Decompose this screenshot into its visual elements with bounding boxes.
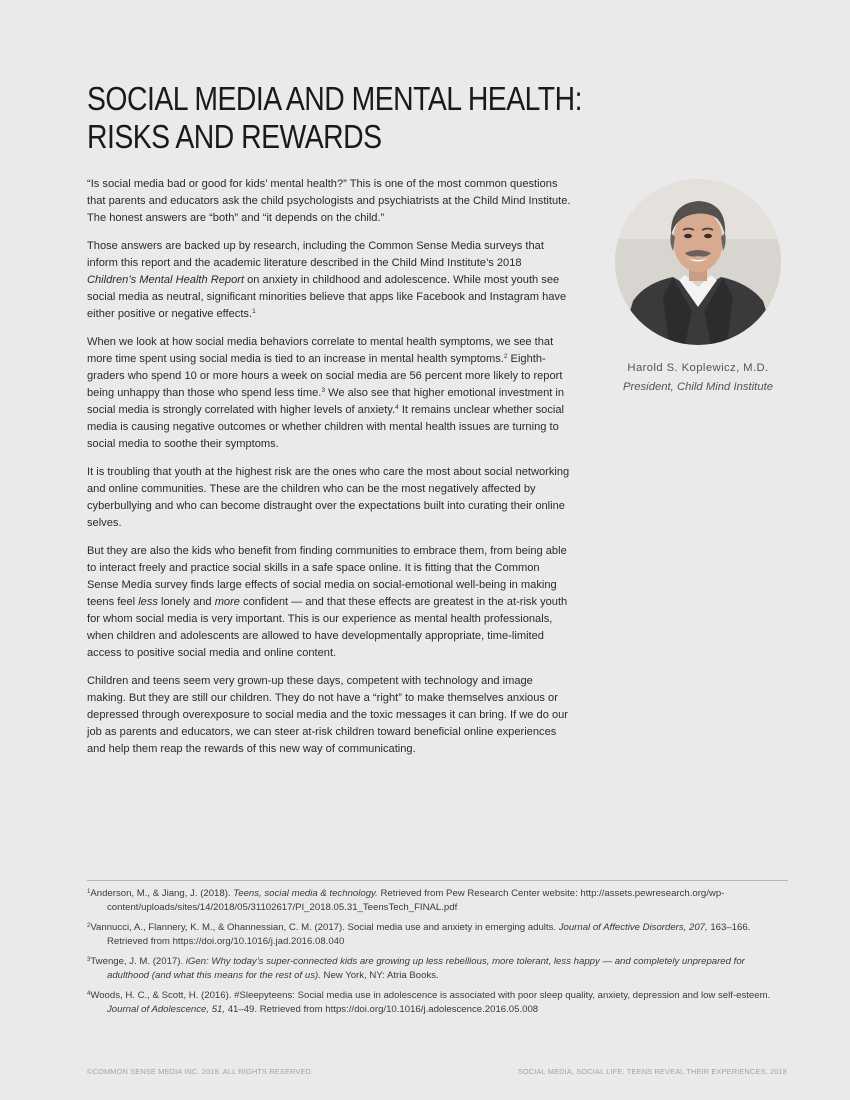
footnote-divider bbox=[87, 880, 788, 881]
paragraph-6: Children and teens seem very grown-up these days, competent with technology and image making. But they are still our children. They do not have a “right” to make themselves anxious or depressed through overexposure to social media and the toxic messages it can bring. If we do our job as parents and educators, we can steer at-risk children toward beneficial online experiences and help them reap the rewards of this new way of communicating. bbox=[87, 675, 569, 755]
footnotes bbox=[87, 887, 787, 1023]
footnote-italic: Journal of Adolescence, 51, bbox=[107, 1004, 226, 1015]
paragraph-5-text-a: But they are also the kids who benefit from finding communities to embrace them, from being able to interact freely and practice social skills in a safe space online. It is fitting that the Common Sense Media survey finds large effects of social media on social-emotional well-being in making teens feel bbox=[87, 545, 567, 608]
footnote-text: Vannucci, A., Flannery, K. M., & Ohannessian, C. M. (2017). Social media use and anxiety in emerging adults. bbox=[90, 922, 559, 933]
paragraph-4: It is troubling that youth at the highest risk are the ones who care the most about social networking and online communities. These are the children who can be the most negatively affected by cyberbullying and who can become distraught over the expectations built into curating their online selves. bbox=[87, 466, 570, 529]
footnote-1 bbox=[87, 887, 787, 915]
footnote-number: 1 bbox=[87, 889, 91, 895]
author-name: Harold S. Koplewicz, M.D. bbox=[627, 362, 769, 374]
footnote-ref-3[interactable]: 3 bbox=[321, 387, 325, 394]
footnote-text: Anderson, M., & Jiang, J. (2018). bbox=[90, 888, 234, 899]
footnote-number: 3 bbox=[87, 957, 91, 963]
paragraph-3-text-d: It remains unclear whether social media is causing negative outcomes or whether children with mental health issues are turning to social media to soothe their symptoms. bbox=[87, 404, 564, 450]
footnote-italic: Teens, social media & technology. bbox=[233, 888, 378, 899]
footnote-ref-1[interactable]: 1 bbox=[252, 308, 256, 315]
paragraph-3-text-c: We also see that higher emotional investment in social media is strongly correlated with higher levels of anxiety. bbox=[87, 387, 565, 416]
report-title-italic: Children’s Mental Health Report bbox=[87, 274, 245, 286]
page-title-line-2: RISKS AND REWARDS bbox=[87, 118, 382, 155]
footnote-number: 2 bbox=[87, 923, 91, 929]
footnote-2 bbox=[87, 921, 787, 949]
footnote-text: Twenge, J. M. (2017). bbox=[90, 956, 186, 967]
paragraph-1: “Is social media bad or good for kids’ mental health?” This is one of the most common questions that parents and educators ask the child psychologists and psychiatrists at the Child Mind Institute. The honest answers are “both” and “it depends on the child.” bbox=[87, 178, 571, 224]
paragraph-2-text-a: Those answers are backed up by research, including the Common Sense Media surveys that inform this report and the academic literature described in the Child Mind Institute’s 2018 bbox=[87, 240, 544, 269]
footnote-text: Woods, H. C., & Scott, H. (2016). #Sleepyteens: Social media use in adolescence is associated with poor sleep quality, anxiety, depression and low self-esteem. bbox=[90, 990, 771, 1001]
paragraph-5-text-b: lonely and bbox=[157, 596, 215, 608]
footnote-text-end[interactable]: 163–166. Retrieved from https://doi.org/10.1016/j.jad.2016.08.040 bbox=[107, 922, 751, 947]
emphasis-more: more bbox=[214, 596, 240, 608]
paragraph-3-text-a: When we look at how social media behaviors correlate to mental health symptoms, we see that more time spent using social media is tied to an increase in mental health symptoms. bbox=[87, 336, 554, 365]
paragraph-2 bbox=[87, 238, 573, 323]
author-portrait-image bbox=[615, 179, 781, 345]
page-title bbox=[87, 80, 582, 156]
footnote-3 bbox=[87, 955, 787, 983]
footnote-number: 4 bbox=[87, 991, 91, 997]
footnote-text-end[interactable]: Retrieved from Pew Research Center website: http://assets.pewresearch.org/wp-content/uploads/sites/14/2018/05/31102617/PI_2018.05.31_TeensTech_FINAL.pdf bbox=[107, 888, 725, 913]
footer-report-title: SOCIAL MEDIA, SOCIAL LIFE: TEENS REVEAL THEIR EXPERIENCES, 2018 bbox=[517, 1067, 787, 1076]
author-role: President, Child Mind Institute bbox=[622, 381, 774, 393]
footnote-text-end[interactable]: 41–49. Retrieved from https://doi.org/10.1016/j.adolescence.2016.05.008 bbox=[225, 1004, 539, 1015]
paragraph-5 bbox=[87, 543, 573, 662]
footnote-text-end: New York, NY: Atria Books. bbox=[320, 970, 439, 981]
author-portrait bbox=[615, 179, 781, 345]
page-title-line-1: SOCIAL MEDIA AND MENTAL HEALTH: bbox=[87, 80, 582, 117]
portrait-caption bbox=[600, 359, 796, 397]
emphasis-less: less bbox=[138, 596, 158, 608]
footnote-ref-2[interactable]: 2 bbox=[503, 353, 508, 360]
paragraph-5-text-c: confident — and that these effects are greatest in the at-risk youth for whom social media is very important. This is our experience as mental health professionals, when children and adolescents are allowed to have developmentally appropriate, time-limited access to positive social media and online content. bbox=[87, 596, 568, 659]
paragraph-3 bbox=[87, 334, 573, 453]
footnote-italic: iGen: Why today’s super-connected kids are growing up less rebellious, more tolerant, less happy — and completely unprepared for adulthood (and what this means for the rest of us). bbox=[107, 956, 745, 981]
footnote-ref-4[interactable]: 4 bbox=[395, 404, 399, 411]
article-body bbox=[87, 176, 573, 769]
footnote-italic: Journal of Affective Disorders, 207, bbox=[558, 922, 708, 933]
footnote-4 bbox=[87, 989, 787, 1017]
paragraph-2-text-b: on anxiety in childhood and adolescence. While most youth see social media as neutral, significant minorities believe that apps like Facebook and Instagram have either positive or negative effects. bbox=[87, 274, 567, 320]
paragraph-3-text-b: Eighth-graders who spend 10 or more hours a week on social media are 56 percent more likely to report being unhappy than those who spend less time. bbox=[87, 353, 563, 399]
footer-copyright: ©COMMON SENSE MEDIA INC. 2018. ALL RIGHTS RESERVED. bbox=[87, 1067, 314, 1076]
